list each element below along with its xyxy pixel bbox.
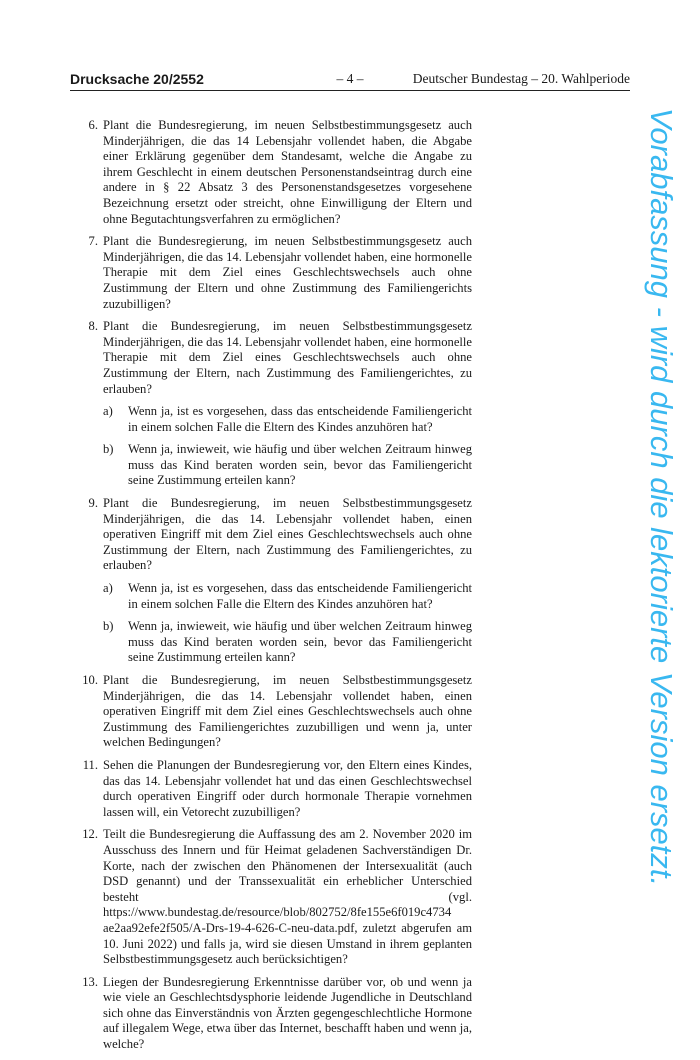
question-number: 11. [82,757,98,772]
question-text: Plant die Bundesregierung, im neuen Selbstbestimmungsgesetz auch Minderjährigen, die das 14. Lebensjahr vollendet haben, eine hormonelle Therapie mit dem Ziel eines Geschlechtswechsels auch ohne Zustimmung der Eltern und ohne Zustimmung des Familiengerichts zuzubilligen? [103,234,472,311]
question-number: 7. [88,234,98,249]
watermark-text: Vorabfassung - wird durch die lektorierte Version ersetzt. [644,107,679,887]
question-item [70,118,472,227]
sub-question-label: a) [103,581,113,596]
question-list [70,118,472,1060]
question-text: Sehen die Planungen der Bundesregierung vor, den Eltern eines Kindes, das das 14. Lebensjahr vollendet hat und das einen Geschlechtswechsel durch operativen Eingriff oder durch hormonale Therapie vornehmen lassen will, ein Vetorecht zuzubilligen? [103,757,472,819]
question-item [70,758,472,820]
question-item [70,319,472,489]
question-number: 12. [82,827,98,842]
question-text: Plant die Bundesregierung, im neuen Selbstbestimmungsgesetz Minderjährigen, die das 14. Lebensjahr vollendet haben, einen operativen Eingriff mit dem Ziel eines Geschlechtswechsels auch ohne Zustimmung der Eltern, nach Zustimmung des Familiengerichtes, zu erlauben? [103,496,472,573]
sub-question [103,619,472,666]
question-number: 6. [88,118,98,132]
question-number: 8. [88,319,98,334]
question-item [70,673,472,751]
sub-question [103,442,472,489]
document-number: Drucksache 20/2552 [70,71,204,87]
sub-question [103,581,472,612]
sub-question-text: Wenn ja, ist es vorgesehen, dass das entscheidende Familiengericht in einem solchen Falle die Eltern des Kindes anzuhören hat? [128,581,472,611]
sub-question-label: b) [103,619,114,634]
sub-question-text: Wenn ja, inwieweit, wie häufig und über welchen Zeitraum hinweg muss das Kind beraten worden sein, bevor das Familiengericht seine Zustimmung erteilen kann? [128,442,472,488]
page-header [70,68,630,90]
publisher-label: Deutscher Bundestag – 20. Wahlperiode [412,71,630,86]
question-text: Plant die Bundesregierung, im neuen Selbstbestimmungsgesetz auch Minderjährigen, die das 14 Lebensjahr vollendet haben, die Abgabe einer Erklärung gegenüber dem Standesamt, welche die Angabe zu ihrem Geschlecht in einem deutschen Personenstandseintrag durch eine andere in § 22 Absatz 3 des Personenstandsgesetzes vorgesehene Bezeichnung ersetzt oder streicht, ohne Einwilligung der Eltern und ohne Begutachtungsverfahren zu ermöglichen? [103,118,472,226]
header-divider [70,90,630,91]
question-text: Liegen der Bundesregierung Erkenntnisse darüber vor, ob und wenn ja wie viele an Geschlechtsdysphorie leidende Jugendliche in Deutschland sich ohne das Einverständnis von Ärzten gegengeschlechtliche Hormone auf illegalem Wege, etwa über das Internet, beschafft haben und wenn ja, welche? [103,974,472,1052]
sub-question-label: a) [103,404,113,419]
question-number: 10. [82,673,98,687]
question-text: Plant die Bundesregierung, im neuen Selbstbestimmungsgesetz Minderjährigen, die das 14. Lebensjahr vollendet haben, eine hormonelle Therapie mit dem Ziel eines Geschlechtswechsels auch ohne Zustimmung der Eltern, nach Zustimmung des Familiengerichtes, zu erlauben? [103,319,472,396]
question-number: 9. [88,496,98,511]
question-text: Plant die Bundesregierung, im neuen Selbstbestimmungsgesetz Minderjährigen, die das 14. Lebensjahr vollendet haben, einen operativen Eingriff mit dem Ziel eines Geschlechtswechsels auch ohne Zustimmung des Familiengerichtes zuzubilligen und wenn ja, unter welchen Bedingungen? [103,673,472,750]
page-number: – 4 – [336,71,364,86]
sub-question [103,404,472,435]
question-item [70,234,472,312]
draft-watermark [641,107,681,887]
question-item [70,827,472,967]
question-item [70,975,472,1053]
question-text: Teilt die Bundesregierung die Auffassung des am 2. November 2020 im Ausschuss des Innern und für Heimat geladenen Sachverständigen Dr. Korte, nach der zwischen den Phänomenen der Intersexualität (auch DSD genannt) und der Transsexualität ein erheblicher Unterschied besteht (vgl. https://www.bundestag.de/resource/blob/802752/8fe155e6f019c4734 ae2aa92efe2f505/A-Drs-19-4-626-C-neu-data.pdf, zuletzt abgerufen am 10. Juni 2022) und falls ja, wird sie diesen Umstand in ihrem geplanten Selbstbestimmungsgesetz auch berücksichtigen? [103,827,472,967]
sub-question-text: Wenn ja, ist es vorgesehen, dass das entscheidende Familiengericht in einem solchen Falle die Eltern des Kindes anzuhören hat? [128,404,472,434]
question-item [70,496,472,666]
sub-question-label: b) [103,442,114,457]
sub-question-text: Wenn ja, inwieweit, wie häufig und über welchen Zeitraum hinweg muss das Kind beraten worden sein, bevor das Familiengericht seine Zustimmung erteilen kann? [128,619,472,665]
question-number: 13. [82,974,98,989]
